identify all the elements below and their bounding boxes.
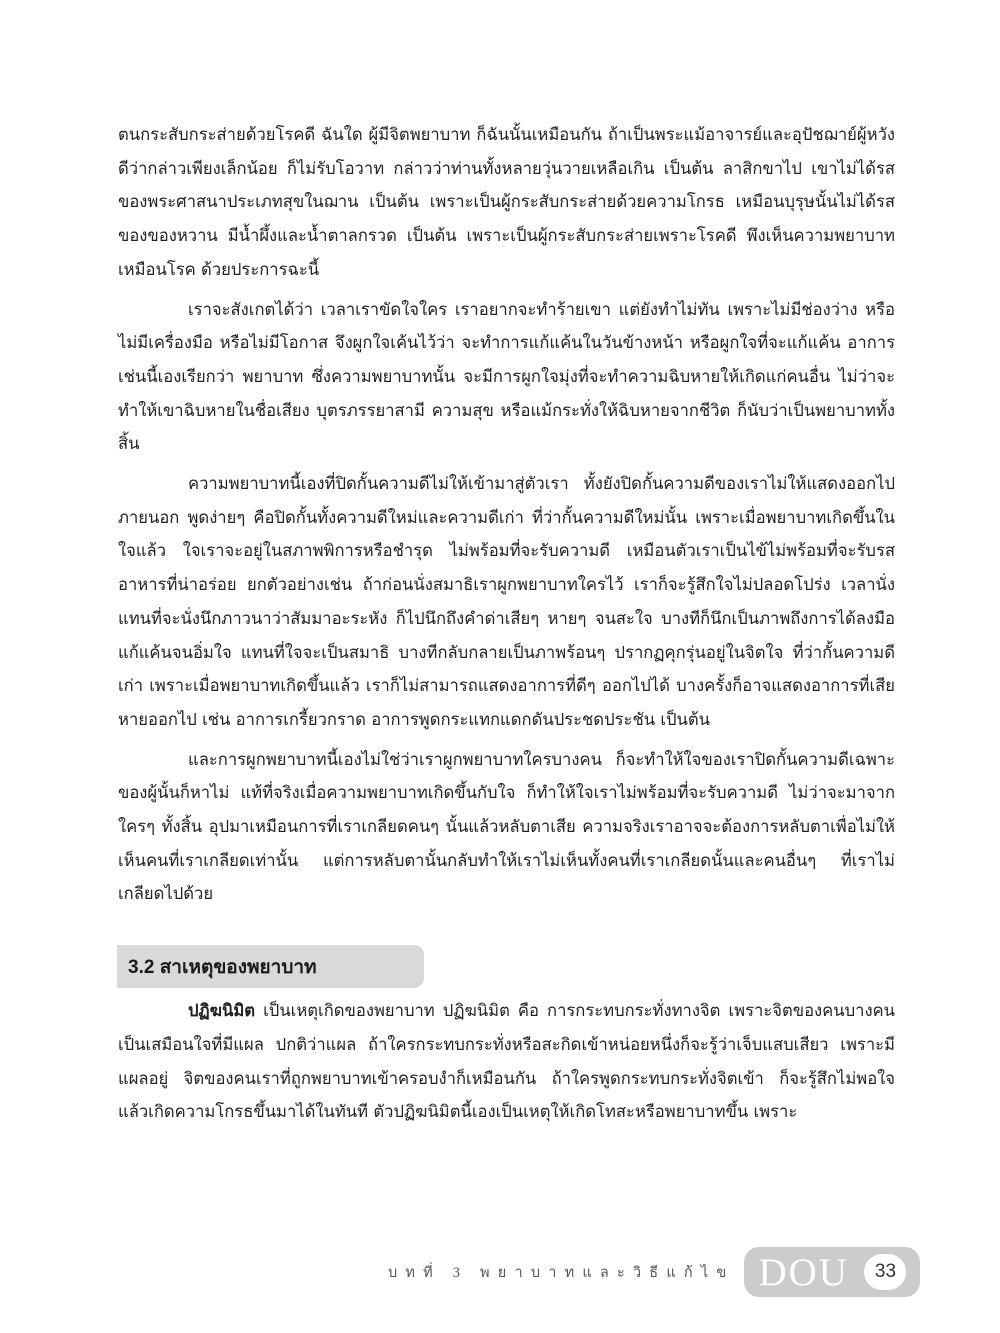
page-number: 33: [864, 1254, 906, 1290]
dou-badge: [744, 1247, 920, 1297]
paragraph-3: ความพยาบาทนี้เองที่ปิดกั้นความดีไม่ให้เข้ามาสู่ตัวเรา ทั้งยังปิดกั้นความดีของเราไม่ให้แสดงออกไปภายนอก พูดง่ายๆ คือปิดกั้นทั้งความดีใหม่และความดีเก่า ที่ว่ากั้นความดีใหม่นั้น เพราะเมื่อพยาบาทเกิดขึ้นในใจแล้ว ใจเราจะอยู่ในสภาพพิการหรือชำรุด ไม่พร้อมที่จะรับความดี เหมือนตัวเราเป็นไข้ไม่พร้อมที่จะรับรสอาหารที่น่าอร่อย ยกตัวอย่างเช่น ถ้าก่อนนั่งสมาธิเราผูกพยาบาทใครไว้ เราก็จะรู้สึกใจไม่ปลอดโปร่ง เวลานั่งแทนที่จะนั่งนึกภาวนาว่าสัมมาอะระหัง ก็ไปนึกถึงคำด่าเสียๆ หายๆ จนสะใจ บางทีก็นึกเป็นภาพถึงการได้ลงมือแก้แค้นจนอิ่มใจ แทนที่ใจจะเป็นสมาธิ บางทีกลับกลายเป็นภาพร้อนๆ ปรากฏคุกรุ่นอยู่ในจิตใจ ที่ว่ากั้นความดีเก่า เพราะเมื่อพยาบาทเกิดขึ้นแล้ว เราก็ไม่สามารถแสดงอาการที่ดีๆ ออกไปได้ บางครั้งก็อาจแสดงอาการที่เสียหายออกไป เช่น อาการเกรี้ยวกราด อาการพูดกระแทกแดกดันประชดประชัน เป็นต้น: [118, 474, 895, 729]
paragraph-5-text: เป็นเหตุเกิดของพยาบาท ปฏิฆนิมิต คือ การกระทบกระทั่งทางจิต เพราะจิตของคนบางคนเป็นเสมือนใจที่มีแผล ปกติว่าแผล ถ้าใครกระทบกระทั่งหรือสะกิดเข้าหน่อยหนึ่งก็จะรู้ว่าเจ็บแสบเสียว เพราะมีแผลอยู่ จิตของคนเราที่ถูกพยาบาทเข้าครอบงำก็เหมือนกัน ถ้าใครพูดกระทบกระทั่งจิตเข้า ก็จะรู้สึกไม่พอใจ แล้วเกิดความโกรธขึ้นมาได้ในทันที ตัวปฏิฆนิมิตนี้เองเป็นเหตุให้เกิดโทสะหรือพยาบาทขึ้น เพราะ: [118, 1001, 895, 1122]
section-heading: 3.2 สาเหตุของพยาบาท: [128, 956, 317, 978]
paragraph-4: และการผูกพยาบาทนี้เองไม่ใช่ว่าเราผูกพยาบาทใครบางคน ก็จะทำให้ใจของเราปิดกั้นความดีเฉพาะของผู้นั้นก็หาไม่ แท้ที่จริงเมื่อความพยาบาทเกิดขึ้นกับใจ ก็ทำให้ใจเราไม่พร้อมที่จะรับความดี ไม่ว่าจะมาจากใครๆ ทั้งสิ้น อุปมาเหมือนการที่เราเกลียดคนๆ นั้นแล้วหลับตาเสีย ความจริงเราอาจจะต้องการหลับตาเพื่อไม่ให้เห็นคนที่เราเกลียดเท่านั้น แต่การหลับตานั้นกลับทำให้เราไม่เห็นทั้งคนที่เราเกลียดนั้นและคนอื่นๆ ที่เราไม่เกลียดไปด้วย: [118, 749, 895, 904]
section-heading-bar: [117, 945, 424, 988]
dou-logo: DOU: [758, 1250, 849, 1294]
paragraph-5: [118, 994, 895, 1129]
bold-term: ปฏิฆนิมิต: [188, 1001, 256, 1021]
paragraph-2: เราจะสังเกตได้ว่า เวลาเราขัดใจใคร เราอยากจะทำร้ายเขา แต่ยังทำไม่ทัน เพราะไม่มีช่องว่าง หรือไม่มีเครื่องมือ หรือไม่มีโอกาส จึงผูกใจเค้นไว้ว่า จะทำการแก้แค้นในวันข้างหน้า หรือผูกใจที่จะแก้แค้น อาการเช่นนี้เองเรียกว่า พยาบาท ซึ่งความพยาบาทนั้น จะมีการผูกใจมุ่งที่จะทำความฉิบหายให้เกิดแก่คนอื่น ไม่ว่าจะทำให้เขาฉิบหายในชื่อเสียง บุตรภรรยาสามี ความสุข หรือแม้กระทั่งให้ฉิบหายจากชีวิต ก็นับว่าเป็นพยาบาททั้งสิ้น: [118, 299, 895, 454]
chapter-title: บทที่ 3 พยาบาทและวิธีแก้ไข: [388, 1264, 735, 1281]
page-body: [118, 118, 895, 1135]
page-footer: [388, 1247, 920, 1297]
paragraph-1: ตนกระสับกระส่ายด้วยโรคดี ฉันใด ผู้มีจิตพยาบาท ก็ฉันนั้นเหมือนกัน ถ้าเป็นพระแม้อาจารย์และอุปัชฌาย์ผู้หวังดีว่ากล่าวเพียงเล็กน้อย ก็ไม่รับโอวาท กล่าวว่าท่านทั้งหลายวุ่นวายเหลือเกิน เป็นต้น ลาสิกขาไป เขาไม่ได้รสของพระศาสนาประเภทสุขในฌาน เป็นต้น เพราะเป็นผู้กระสับกระส่ายด้วยความโกรธ เหมือนบุรุษนั้นไม่ได้รสของของหวาน มีน้ำผึ้งและน้ำตาลกรวด เป็นต้น เพราะเป็นผู้กระสับกระส่ายเพราะโรคดี พึงเห็นความพยาบาทเหมือนโรค ด้วยประการฉะนี้: [118, 125, 895, 279]
